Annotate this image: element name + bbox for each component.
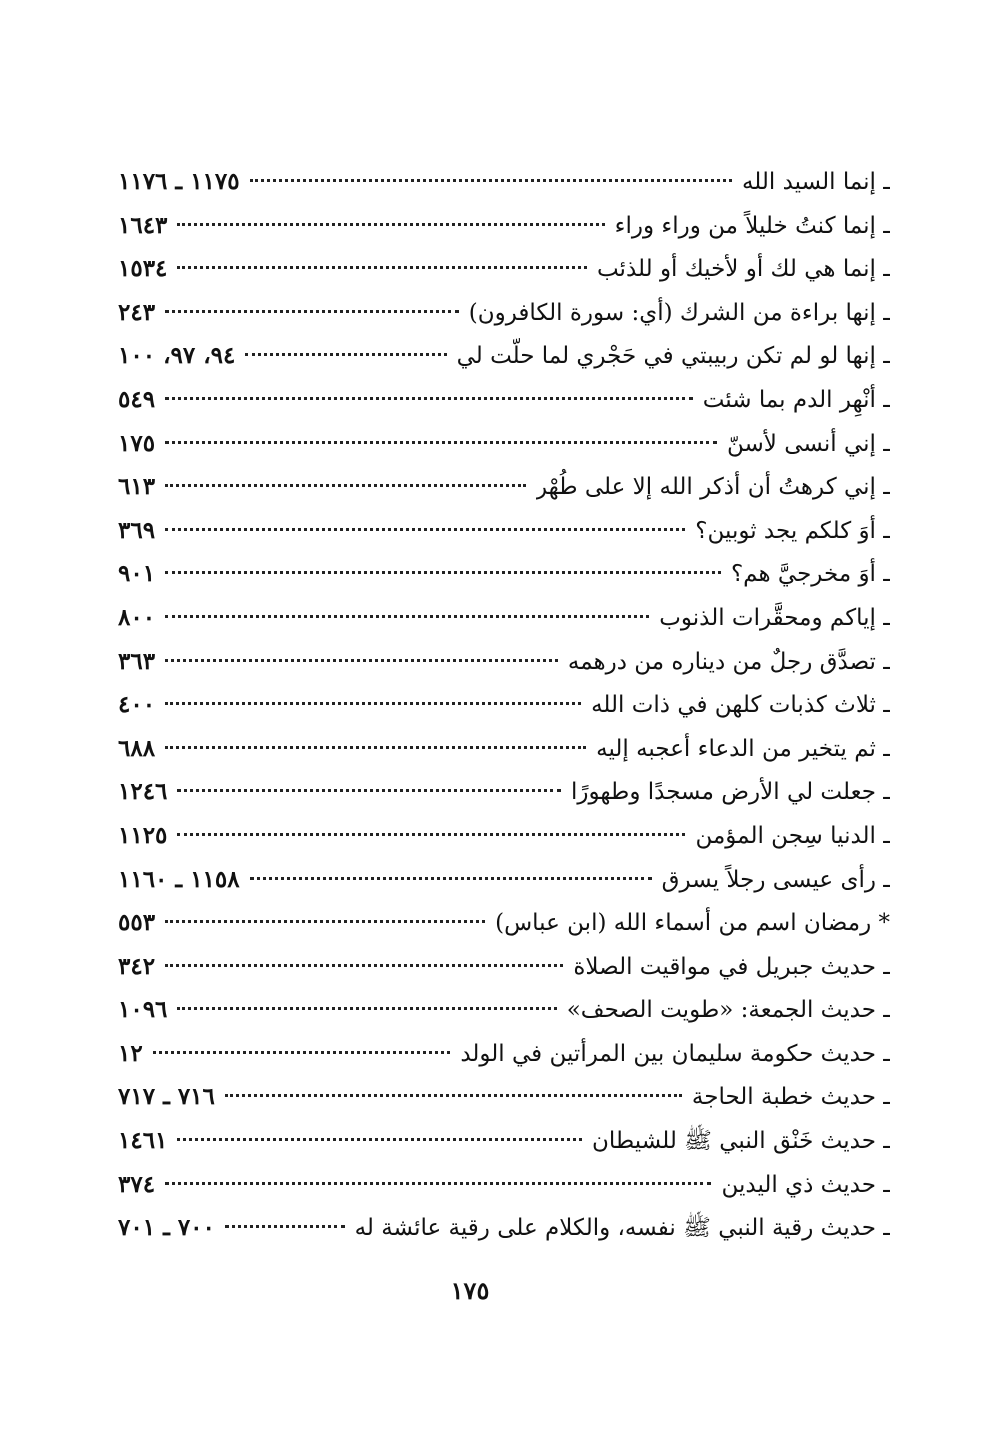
index-entry (118, 988, 890, 1032)
index-entry (118, 640, 890, 684)
dot-leader (165, 659, 558, 662)
entry-text: ـ حديث رقية النبي ﷺ نفسه، والكلام على رقية عائشة له (354, 1215, 890, 1242)
entry-reference-number: ٧١٦ ـ ٧١٧ (118, 1083, 215, 1111)
dot-leader (177, 266, 587, 269)
index-entry (118, 683, 890, 727)
dot-leader (225, 1225, 345, 1228)
entry-reference-number: ٣٤٢ (118, 952, 156, 980)
dot-leader (250, 877, 652, 880)
index-entry (118, 1206, 890, 1250)
index-entry (118, 1075, 890, 1119)
hadith-index-list (118, 160, 890, 1250)
dot-leader (165, 484, 526, 487)
entry-reference-number: ٥٥٣ (118, 909, 156, 937)
entry-reference-number: ١٦٤٣ (118, 211, 168, 239)
entry-reference-number: ١٤٦١ (118, 1127, 168, 1155)
entry-reference-number: ٩٠١ (118, 560, 156, 588)
dot-leader (165, 702, 581, 705)
entry-text: ـ الدنيا سِجن المؤمن (695, 822, 890, 849)
entry-reference-number: ١١٥٨ ـ ١١٦٠ (118, 865, 240, 893)
dot-leader (177, 223, 604, 226)
entry-text: ـ رأى عيسى رجلاً يسرق (661, 866, 890, 893)
entry-reference-number: ١١٢٥ (118, 821, 168, 849)
entry-text: ـ أنْهِر الدم بما شئت (702, 386, 890, 413)
entry-reference-number: ٥٤٩ (118, 385, 156, 413)
entry-reference-number: ٣٦٩ (118, 516, 156, 544)
entry-text: ـ إنما هي لك أو لأخيك أو للذئب (596, 256, 890, 283)
index-entry (118, 422, 890, 466)
entry-reference-number: ٤٠٠ (118, 691, 156, 719)
entry-text: ـ إنها لو لم تكن ربيبتي في حَجْري لما حلّت لي (456, 343, 890, 370)
index-entry (118, 814, 890, 858)
dot-leader (165, 1182, 711, 1185)
index-entry (118, 1163, 890, 1207)
entry-text: ـ حديث الجمعة: «طويت الصحف» (566, 997, 890, 1024)
entry-reference-number: ١٢ (118, 1039, 143, 1067)
entry-text: ـ إنها براءة من الشرك (أي: سورة الكافرون) (468, 299, 890, 326)
dot-leader (165, 746, 586, 749)
dot-leader (177, 1138, 582, 1141)
entry-reference-number: ٦٨٨ (118, 734, 156, 762)
dot-leader (153, 1051, 451, 1054)
dot-leader (225, 1094, 682, 1097)
dot-leader (165, 310, 459, 313)
index-entry (118, 378, 890, 422)
entry-reference-number: ١٥٣٤ (118, 255, 168, 283)
dot-leader (165, 615, 649, 618)
entry-text: ـ إياكم ومحقَّرات الذنوب (659, 604, 890, 631)
entry-reference-number: ١٠٩٦ (118, 996, 168, 1024)
entry-text: ـ إني أنسى لأسنّ (726, 430, 890, 457)
dot-leader (165, 528, 685, 531)
index-entry (118, 247, 890, 291)
dot-leader (177, 833, 685, 836)
entry-text: ـ حديث ذي اليدين (721, 1171, 890, 1198)
index-entry (118, 160, 890, 204)
entry-reference-number: ٧٠٠ ـ ٧٠١ (118, 1214, 215, 1242)
entry-reference-number: ٦١٣ (118, 473, 156, 501)
dot-leader (165, 920, 485, 923)
entry-reference-number: ١١٧٥ ـ ١١٧٦ (118, 168, 240, 195)
entry-reference-number: ٩٤، ٩٧، ١٠٠ (118, 342, 236, 370)
entry-reference-number: ١٢٤٦ (118, 778, 168, 806)
dot-leader (165, 441, 717, 444)
entry-text: ـ إني كرهتُ أن أذكر الله إلا على طُهْر (535, 474, 890, 501)
entry-reference-number: ٣٦٣ (118, 647, 156, 675)
entry-text: ـ أوَ مخرجيَّ هم؟ (730, 561, 890, 588)
index-entry (118, 901, 890, 945)
index-entry (118, 596, 890, 640)
dot-leader (245, 353, 446, 356)
entry-text: ـ تصدَّق رجلٌ من ديناره من درهمه (567, 648, 890, 675)
entry-text: ـ حديث خَنْق النبي ﷺ للشيطان (592, 1128, 890, 1155)
entry-text: * رمضان اسم من أسماء الله (ابن عباس) (495, 910, 890, 937)
index-entry (118, 204, 890, 248)
entry-text: ـ ثم يتخير من الدعاء أعجبه إليه (596, 735, 890, 762)
index-entry (118, 334, 890, 378)
entry-text: ـ ثلاث كذبات كلهن في ذات الله (591, 692, 890, 719)
entry-reference-number: ٢٤٣ (118, 298, 156, 326)
entry-text: ـ حديث خطبة الحاجة (691, 1084, 890, 1111)
dot-leader (250, 179, 732, 182)
dot-leader (165, 964, 563, 967)
index-entry (118, 727, 890, 771)
dot-leader (165, 397, 693, 400)
entry-text: ـ جعلت لي الأرض مسجدًا وطهورًا (571, 779, 890, 806)
page-number: ١٧٥ (450, 1276, 490, 1305)
entry-text: ـ أوَ كلكم يجد ثوبين؟ (695, 517, 890, 544)
index-entry (118, 465, 890, 509)
entry-reference-number: ٨٠٠ (118, 603, 156, 631)
entry-text: ـ حديث حكومة سليمان بين المرأتين في الولد (460, 1040, 890, 1067)
index-entry (118, 770, 890, 814)
dot-leader (177, 1007, 556, 1010)
entry-text: ـ حديث جبريل في مواقيت الصلاة (573, 953, 890, 980)
index-entry (118, 291, 890, 335)
entry-text: ـ إنما كنتُ خليلاً من وراء وراء (614, 212, 890, 239)
index-entry (118, 1032, 890, 1076)
entry-text: ـ إنما السيد الله (741, 169, 890, 195)
index-entry (118, 509, 890, 553)
entry-reference-number: ٣٧٤ (118, 1170, 156, 1198)
index-entry (118, 858, 890, 902)
dot-leader (177, 789, 561, 792)
entry-reference-number: ١٧٥ (118, 429, 156, 457)
index-entry (118, 1119, 890, 1163)
dot-leader (165, 571, 721, 574)
index-entry (118, 552, 890, 596)
index-entry (118, 945, 890, 989)
